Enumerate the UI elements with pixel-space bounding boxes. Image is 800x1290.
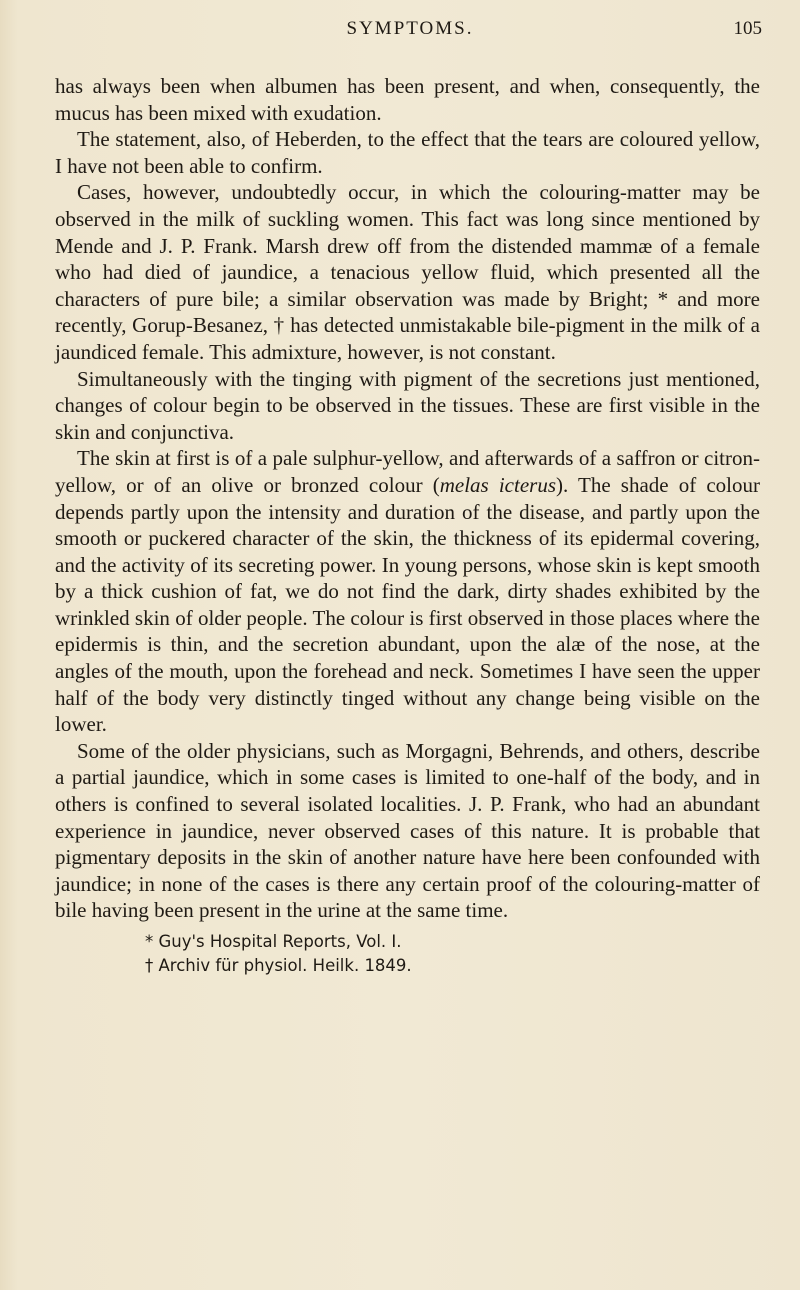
paragraph-5-italic-term: melas icterus [439,472,556,497]
paragraph-5-text-b: ). The shade of colour depends partly upon the intensity and duration of the disease, and partly upon the smooth or puckered character of the skin, the thickness of its epidermal covering, and the activity of its secreting power. In young persons, whose skin is kept smooth by a thick cushion of fat, we do not find the dark, dirty shades exhibited by the wrinkled skin of older people. The colour is first observed in those places where the epidermis is thin, and the secretion abundant, upon the alæ of the nose, at the angles of the mouth, upon the forehead and neck. Sometimes I have seen the upper half of the body very distinctly tinged without any change being visible on the lower. [55,472,761,737]
page-number: 105 [733,18,762,39]
paragraph-6: Some of the older physicians, such as Morgagni, Behrends, and others, describe a partial jaundice, which in some cases is limited to one-half of the body, and in others is confined to several isolated localities. J. P. Frank, who had an abundant experience in jaundice, never observed cases of this nature. It is probable that pigmentary deposits in the skin of another nature have here been confounded with jaundice; in none of the cases is there any certain proof of the colouring-matter of bile having been present in the urine at the same time. [55,738,760,923]
footnotes [55,930,760,978]
paragraph-2: The statement, also, of Heberden, to the effect that the tears are coloured yellow, I have not been able to confirm. [55,127,760,178]
page-header [50,18,770,48]
running-title: SYMPTOMS. [346,18,474,39]
footnote-2: † Archiv für physiol. Heilk. 1849. [145,956,412,975]
body-text [55,73,760,978]
footnote-1: * Guy's Hospital Reports, Vol. I. [145,932,402,951]
paragraph-5-text-a: The skin at first is of a pale sulphur-yellow, and afterwards of a saffron or citron-yellow, or of an olive or bronzed colour ( [55,446,760,497]
paragraph-5 [55,445,760,738]
paragraph-3: Cases, however, undoubtedly occur, in which the colouring-matter may be observed in the milk of suckling women. This fact was long since mentioned by Mende and J. P. Frank. Marsh drew off from the distended mammæ of a female who had died of jaundice, a tenacious yellow fluid, which presented all the characters of pure bile; a similar observation was made by Bright; * and more recently, Gorup-Besanez, † has detected unmistakable bile-pigment in the milk of a jaundiced female. This admixture, however, is not constant. [55,180,760,364]
paragraph-4: Simultaneously with the tinging with pigment of the secretions just mentioned, changes of colour begin to be observed in the tissues. These are first visible in the skin and conjunctiva. [55,366,760,444]
paragraph-1: has always been when albumen has been present, and when, consequently, the mucus has been mixed with exudation. [55,74,760,125]
